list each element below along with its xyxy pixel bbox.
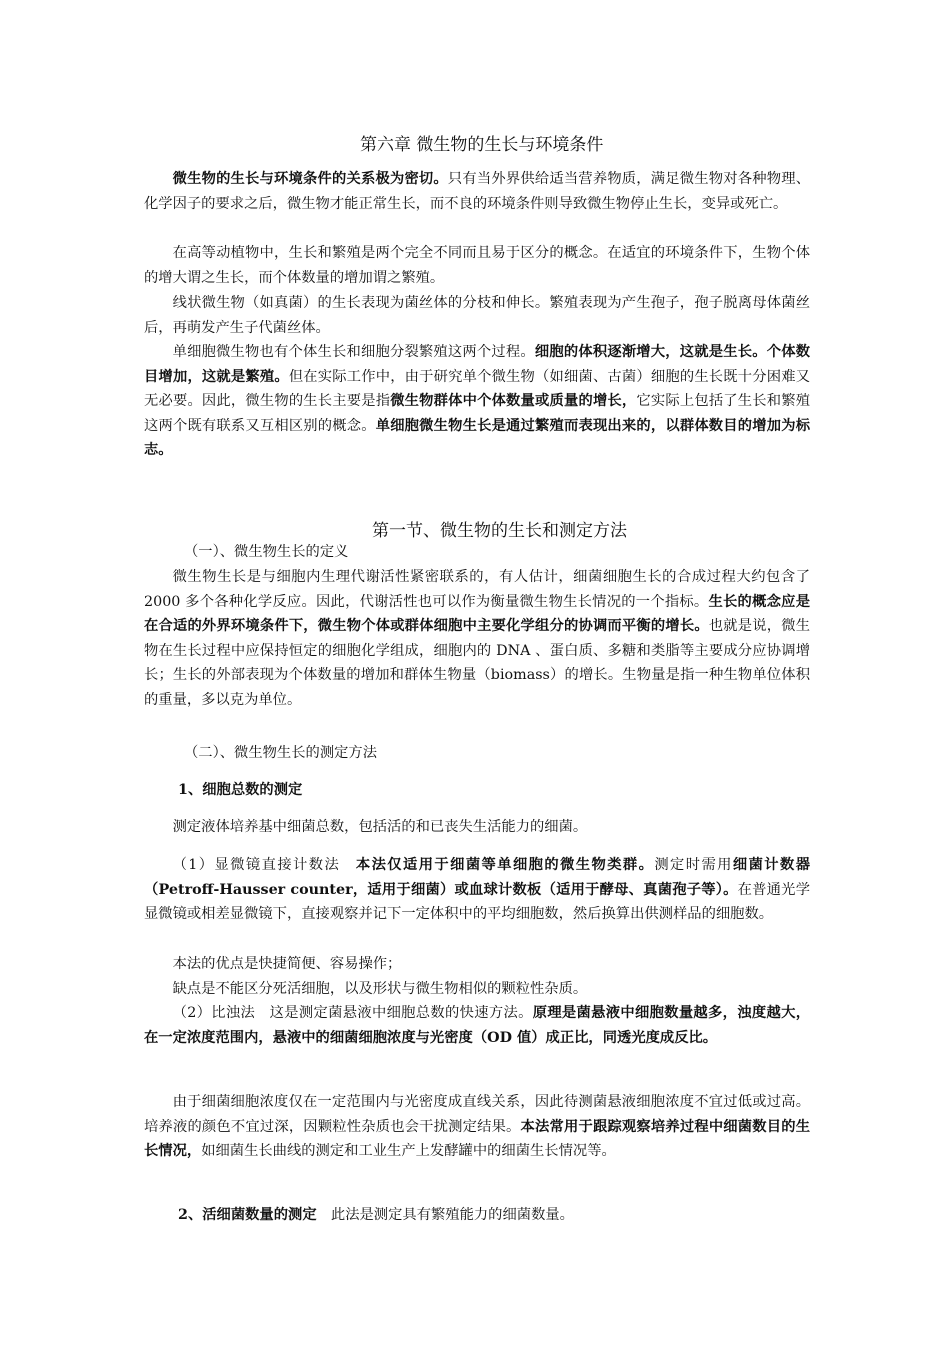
intro-paragraph-3: 线状微生物（如真菌）的生长表现为菌丝体的分枝和伸长。繁殖表现为产生孢子，孢子脱离母体菌丝后，再萌发产生子代菌丝体。 — [144, 295, 810, 336]
subsection-1-heading: （一）、微生物生长的定义 — [184, 544, 349, 560]
chapter-title: 第六章 微生物的生长与环境条件 — [360, 135, 604, 155]
intro-p4-bold-d: 微生物群体中个体数量或质量的增长， — [390, 393, 637, 410]
item-1-description: 测定液体培养基中细菌总数，包括活的和已丧失生活能力的细菌。 — [172, 819, 588, 835]
method-1-bold-b: 本法仅适用于细菌等单细胞的微生物类群。 — [355, 857, 655, 873]
intro-p4-bold-b: 细胞的体积逐渐增大，这就是生长。个体数目增加，这就是繁殖。 — [144, 344, 811, 385]
intro-paragraph-1 — [144, 167, 810, 216]
method-1-advantage: 本法的优点是快捷简便、容易操作； — [172, 956, 402, 972]
subsection-2-heading: （二）、微生物生长的测定方法 — [184, 745, 378, 761]
intro-p4-text-a: 单细胞微生物也有个体生长和细胞分裂繁殖这两个过程。 — [172, 344, 535, 360]
definition-bold: 生长的概念应是在合适的外界环境条件下，微生物个体或群体细胞中主要化学组分的协调而平衡的增长。 — [144, 593, 810, 635]
method-2-text-a: （2）比浊法 这是测定菌悬液中细胞总数的快速方法。 — [172, 1005, 533, 1021]
definition-paragraph — [144, 565, 810, 713]
intro-p4-bold-f: 单细胞微生物生长是通过繁殖而表现出来的，以群体数目的增加为标志。 — [144, 417, 810, 459]
method-2-paragraph — [144, 1001, 810, 1050]
method-2-bold-d: 本法常用于跟踪观察培养过程中细菌数目的生长情况， — [144, 1118, 811, 1160]
item-1-heading: 1、细胞总数的测定 — [178, 782, 303, 798]
method-1-text-e: 在普通光学显微镜或相差显微镜下，直接观察并记下一定体积中的平均细胞数，然后换算出供测样品的细胞数。 — [144, 881, 810, 923]
item-2-heading: 2、活细菌数量的测定 — [178, 1207, 317, 1223]
section-title: 第一节、微生物的生长和测定方法 — [372, 521, 627, 541]
method-2-bold-b: 原理是菌悬液中细胞数量越多，浊度越大，在一定浓度范围内，悬液中的细菌细胞浓度与光密度（OD 值）成正比，同透光度成反比。 — [144, 1005, 811, 1046]
method-2-text-c: 由于细菌细胞浓度仅在一定范围内与光密度成直线关系，因此待测菌悬液细胞浓度不宜过低或过高。培养液的颜色不宜过深，因颗粒性杂质也会干扰测定结果。 — [144, 1094, 810, 1135]
intro-paragraph-4 — [144, 340, 810, 463]
intro-p4-text-e: 它实际上包括了生长和繁殖这两个既有联系又互相区别的概念。 — [144, 393, 811, 434]
method-1-text-a: （1）显微镜直接计数法 — [172, 857, 356, 873]
method-1-paragraph — [144, 853, 810, 927]
definition-text-c: 也就是说，微生物在生长过程中应保持恒定的细胞化学组成，细胞内的 DNA 、蛋白质、多糖和类脂等主要成分应协调增长；生长的外部表现为个体数量的增加和群体生物量（biomass）的增长。生物量是指一种生物单位体积的重量，多以克为单位。 — [144, 618, 811, 708]
method-2-detail-paragraph — [144, 1090, 810, 1164]
method-2-text-e: 如细菌生长曲线的测定和工业生产上发酵罐中的细菌生长情况等。 — [201, 1143, 616, 1160]
intro-paragraph-2: 在高等动植物中，生长和繁殖是两个完全不同而且易于区分的概念。在适宜的环境条件下，生物个体的增大谓之生长，而个体数量的增加谓之繁殖。 — [144, 245, 810, 286]
definition-text-a: 微生物生长是与细胞内生理代谢活性紧密联系的，有人估计，细菌细胞生长的合成过程大约包含了 2000 多个各种化学反应。因此，代谢活性也可以作为衡量微生物生长情况的一个指标。 — [144, 569, 810, 610]
intro-p1-bold: 微生物的生长与环境条件的关系极为密切。 — [172, 171, 448, 187]
method-1-disadvantage: 缺点是不能区分死活细胞，以及形状与微生物相似的颗粒性杂质。 — [172, 981, 588, 997]
method-1-text-c: 测定时需用 — [654, 857, 733, 873]
method-1-bold-d: 细菌计数器（Petroff-Hausser counter，适用于细菌）或血球计数板（适用于酵母、真菌孢子等）。 — [144, 857, 811, 898]
intro-p1-text: 只有当外界供给适当营养物质，满足微生物对各种物理、化学因子的要求之后，微生物才能正常生长，而不良的环境条件则导致微生物停止生长，变异或死亡。 — [144, 171, 810, 212]
item-2-paragraph — [178, 1203, 810, 1228]
item-2-text: 此法是测定具有繁殖能力的细菌数量。 — [316, 1207, 574, 1223]
intro-p4-text-c: 但在实际工作中，由于研究单个微生物（如细菌、古菌）细胞的生长既十分困难又无必要。因此，微生物的生长主要是指 — [144, 368, 811, 410]
